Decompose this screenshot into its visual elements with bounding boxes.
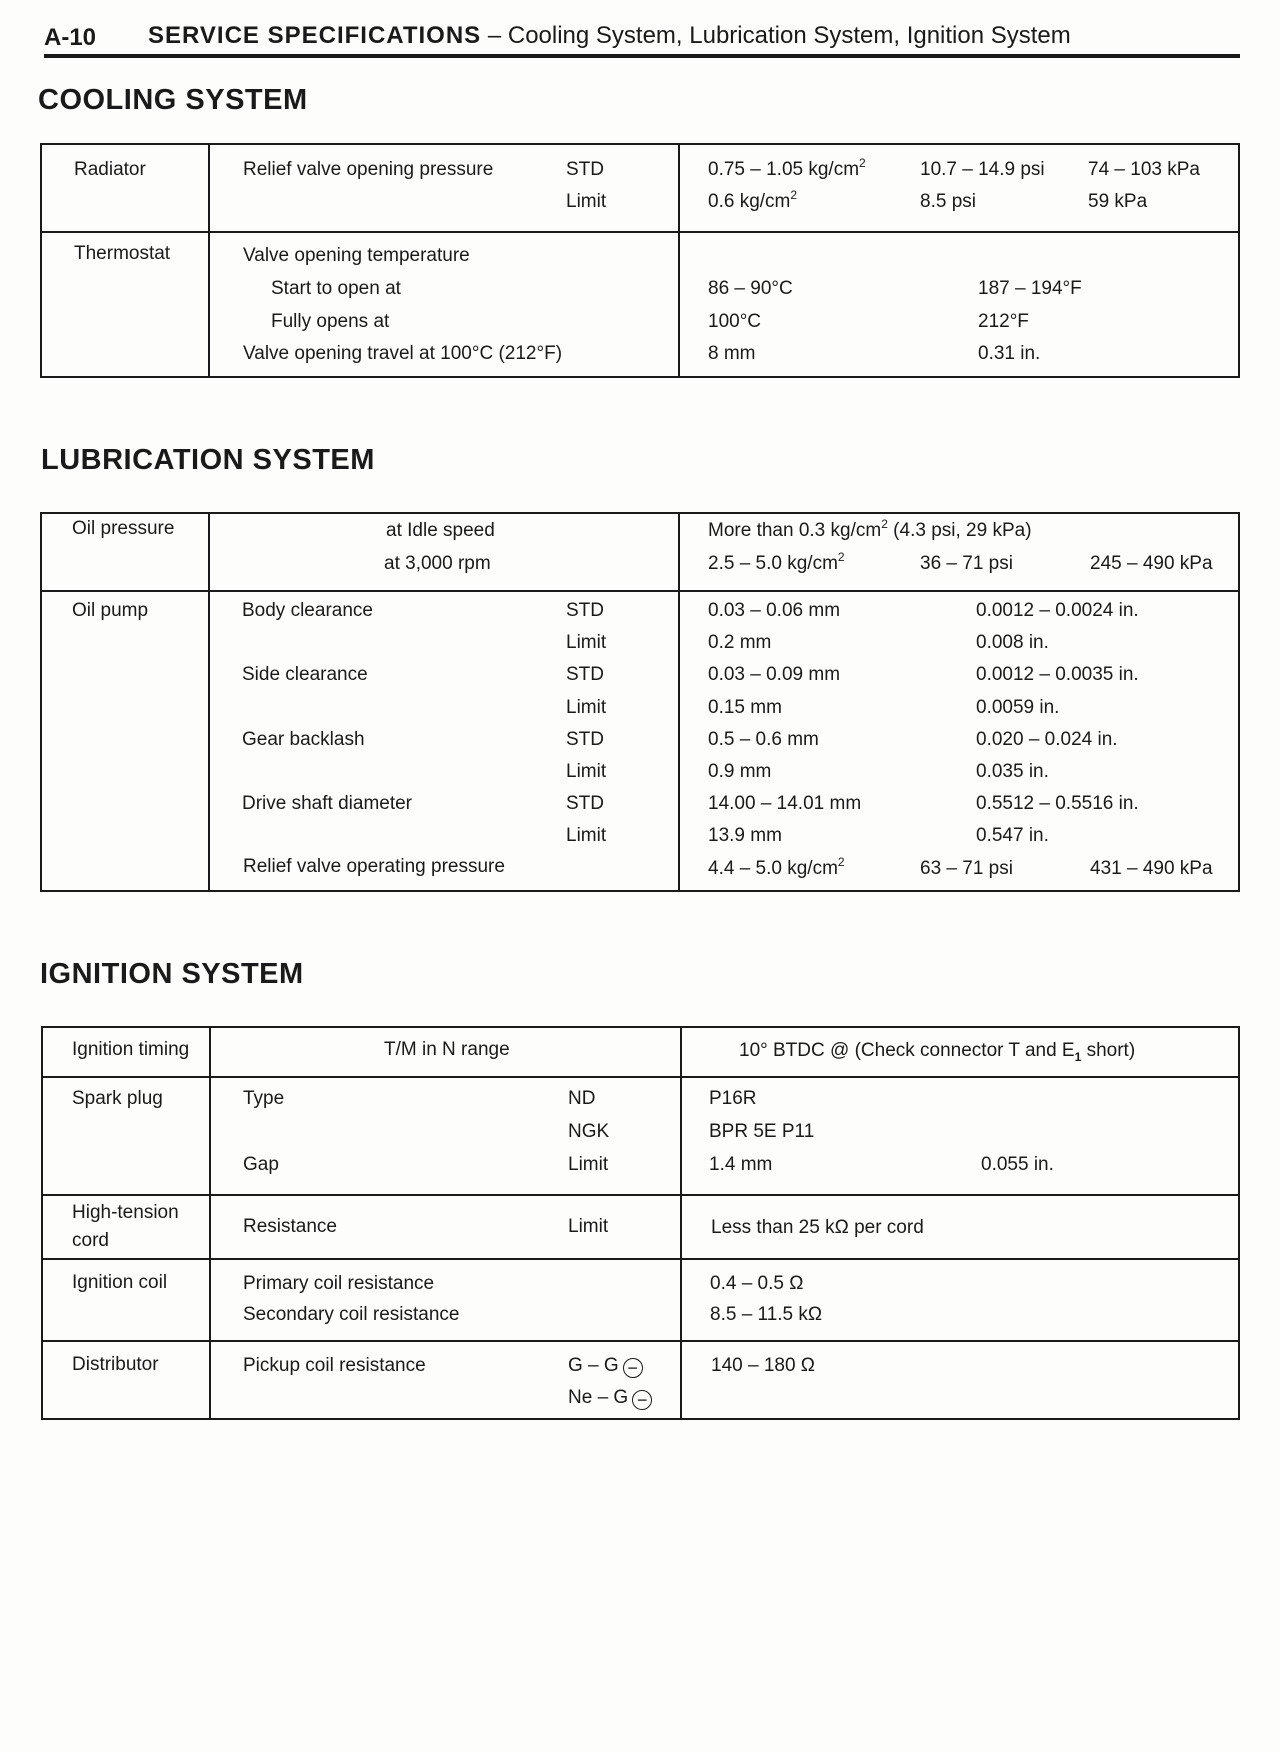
pump-inch: 0.0012 – 0.0035 in. [976,664,1139,685]
column-divider [209,1028,211,1418]
ngk-value: BPR 5E P11 [709,1121,815,1142]
pump-spec: Gear backlash [242,729,365,750]
pump-cond: Limit [566,697,607,718]
page-header [44,18,1240,58]
secondary-value: 8.5 – 11.5 kΩ [710,1304,823,1325]
pump-mm: 0.5 – 0.6 mm [708,729,819,750]
rpm-metric: 2.5 – 5.0 $kg/cm^2$ [708,549,845,574]
pump-spec: Drive shaft diameter [242,793,413,814]
limit-psi: 8.5 psi [920,191,976,212]
pump-mm: 0.15 mm [708,697,782,718]
nd-label: ND [568,1088,596,1109]
ignition-timing-value: 10° BTDC @ (Check connector T and $E_1$ short) [739,1040,1136,1064]
std-label: STD [566,159,604,180]
resistance-limit-label: Limit [568,1216,609,1237]
relief-psi: 63 – 71 psi [920,858,1013,879]
radiator-row [42,145,1238,231]
pump-mm: 13.9 mm [708,825,782,846]
gap-limit-label: Limit [568,1154,609,1175]
pump-mm: 0.2 mm [708,632,772,653]
tm-range-label: T/M in N range [384,1039,510,1060]
distributor-label: Distributor [72,1354,159,1375]
pump-inch: 0.0059 in. [976,697,1060,718]
pickup-coil-value: 140 – 180 Ω [711,1355,816,1376]
secondary-label: Secondary coil resistance [243,1304,460,1325]
valve-travel-label: Valve opening travel at 100°C (212°F) [243,343,563,364]
idle-speed-label: at Idle speed [386,520,495,541]
std-kpa: 74 – 103 kPa [1088,159,1200,180]
oil-pressure-row [42,514,1238,590]
resistance-value: Less than 25 kΩ per cord [711,1217,924,1238]
travel-mm: 8 mm [708,343,756,364]
g-g-label: G – G − [568,1355,643,1378]
pump-inch: 0.035 in. [976,761,1049,782]
ignition-timing-row [43,1028,1238,1076]
relief-spec: Relief valve operating pressure [243,856,505,877]
pump-cond: STD [566,729,604,750]
rpm-label: at 3,000 rpm [384,553,491,574]
pump-cond: Limit [566,632,607,653]
cooling-system-title: COOLING SYSTEM [38,84,308,116]
pump-mm: 0.03 – 0.06 mm [708,600,841,621]
start-open-label: Start to open at [271,278,401,299]
minus-circle-icon: − [632,1390,652,1410]
relief-metric: 4.4 – 5.0 $kg/cm^2$ [708,854,845,879]
start-f: 187 – 194°F [978,278,1082,299]
thermostat-row [42,231,1238,378]
ignition-system-table [41,1026,1240,1420]
pump-cond: STD [566,600,604,621]
pump-inch: 0.020 – 0.024 in. [976,729,1118,750]
rpm-psi: 36 – 71 psi [920,553,1013,574]
std-metric: 0.75 – 1.05 $kg/cm^2$ [708,155,866,180]
limit-label: Limit [566,191,607,212]
high-tension-row [43,1194,1238,1258]
pump-mm: 0.03 – 0.09 mm [708,664,841,685]
pump-cond: Limit [566,761,607,782]
pump-spec: Side clearance [242,664,368,685]
std-psi: 10.7 – 14.9 psi [920,159,1045,180]
ignition-coil-label: Ignition coil [72,1272,168,1293]
pump-cond: STD [566,664,604,685]
cooling-system-table [40,143,1240,378]
pump-inch: 0.547 in. [976,825,1049,846]
high-tension-label: High-tension [72,1202,179,1223]
column-divider [678,514,680,890]
column-divider [678,145,680,376]
pump-inch: 0.5512 – 0.5516 in. [976,793,1139,814]
ignition-timing-label: Ignition timing [72,1039,190,1060]
distributor-row [43,1340,1238,1420]
spark-plug-label: Spark plug [72,1088,163,1109]
type-label: Type [243,1088,285,1109]
pickup-coil-label: Pickup coil resistance [243,1355,426,1376]
gap-in: 0.055 in. [981,1154,1054,1175]
pump-inch: 0.0012 – 0.0024 in. [976,600,1139,621]
lubrication-system-title: LUBRICATION SYSTEM [41,444,375,476]
pump-mm: 0.9 mm [708,761,772,782]
pump-cond: STD [566,793,604,814]
column-divider [208,514,210,890]
oil-pressure-label: Oil pressure [72,518,175,539]
rpm-kpa: 245 – 490 kPa [1090,553,1213,574]
fully-f: 212°F [978,311,1029,332]
page-number: A-10 [44,24,97,51]
travel-in: 0.31 in. [978,343,1041,364]
oil-pump-label: Oil pump [72,600,149,621]
resistance-label: Resistance [243,1216,337,1237]
ne-g-label: Ne – G − [568,1387,652,1410]
relief-valve-label: Relief valve opening pressure [243,159,494,180]
idle-value: More than 0.3 $kg/cm^2$ (4.3 psi, 29 kPa) [708,516,1032,541]
thermostat-label: Thermostat [74,243,171,264]
relief-kpa: 431 – 490 kPa [1090,858,1213,879]
valve-temp-label: Valve opening temperature [243,245,470,266]
ngk-label: NGK [568,1121,610,1142]
pump-inch: 0.008 in. [976,632,1049,653]
limit-kpa: 59 kPa [1088,191,1148,212]
minus-circle-icon: − [623,1358,643,1378]
primary-label: Primary coil resistance [243,1273,435,1294]
radiator-label: Radiator [74,159,146,180]
spark-plug-row [43,1076,1238,1194]
nd-value: P16R [709,1088,757,1109]
cord-label: cord [72,1230,109,1251]
fully-open-label: Fully opens at [271,311,390,332]
primary-value: 0.4 – 0.5 Ω [710,1273,804,1294]
pump-spec: Body clearance [242,600,373,621]
pump-mm: 14.00 – 14.01 mm [708,793,862,814]
column-divider [208,145,210,376]
gap-label: Gap [243,1154,279,1175]
page-title: SERVICE SPECIFICATIONS – Cooling System, Lubrication System, Ignition System [148,22,1071,49]
ignition-coil-row [43,1258,1238,1340]
start-c: 86 – 90°C [708,278,793,299]
pump-cond: Limit [566,825,607,846]
limit-metric: 0.6 $kg/cm^2$ [708,187,798,212]
ignition-system-title: IGNITION SYSTEM [40,958,304,990]
column-divider [680,1028,682,1418]
fully-c: 100°C [708,311,762,332]
oil-pump-row [42,590,1238,892]
gap-mm: 1.4 mm [709,1154,773,1175]
lubrication-system-table [40,512,1240,892]
